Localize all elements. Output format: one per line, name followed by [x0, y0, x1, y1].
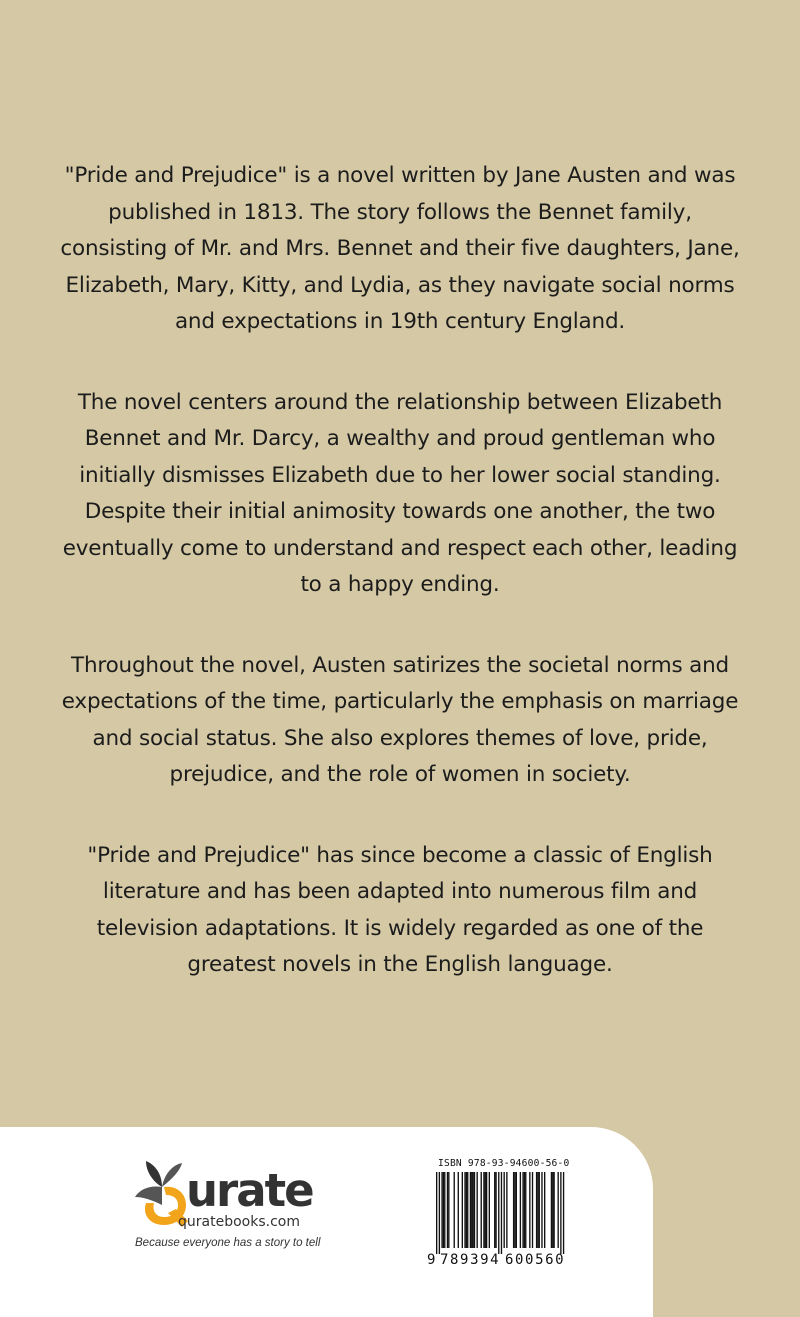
- barcode-bar: [458, 1172, 459, 1248]
- barcode-bar: [501, 1172, 502, 1254]
- barcode-bar: [448, 1172, 449, 1248]
- barcode-bar: [489, 1172, 490, 1248]
- barcode-right-group: 600560: [505, 1252, 566, 1268]
- barcode-bar: [524, 1172, 525, 1248]
- barcode-bar: [539, 1172, 540, 1248]
- blurb-paragraph-1: "Pride and Prejudice" is a novel written by Jane Austen and was published in 1813. The story follows the Bennet family, consisting of Mr. and Mrs. Bennet and their five daughters, Jane, Elizabeth, Mary, Kitty, and Lydia, as they navigate social norms and expectations in 19th century England.: [60, 163, 740, 334]
- blurb-paragraph-2: The novel centers around the relationship between Elizabeth Bennet and Mr. Darcy, a wealthy and proud gentleman who initially dismisses Elizabeth due to her lower social standing. Despite their initial animosity towards one another, the two eventually come to understand and respect each other, leading to a happy ending.: [62, 389, 738, 597]
- barcode-bar: [462, 1172, 463, 1248]
- barcode-bar: [466, 1172, 467, 1248]
- barcode-bar: [477, 1172, 478, 1248]
- barcode-left-group: 789394: [440, 1252, 501, 1268]
- barcode-bar: [513, 1172, 514, 1248]
- barcode-bars: [425, 1154, 575, 1254]
- publisher-url: quratebooks.com: [178, 1214, 300, 1230]
- barcode-bar: [485, 1172, 486, 1248]
- barcode-bar: [447, 1172, 448, 1248]
- barcode-bar: [483, 1172, 484, 1248]
- barcode-bar: [536, 1172, 537, 1248]
- barcode-bar: [486, 1172, 487, 1248]
- publisher-logo: [132, 1157, 342, 1257]
- barcode-bar: [514, 1172, 515, 1248]
- barcode-first-digit: 9: [427, 1252, 436, 1268]
- barcode-bar: [464, 1172, 465, 1248]
- barcode-bar: [558, 1172, 559, 1248]
- barcode-bar: [516, 1172, 517, 1248]
- publisher-wordmark: urate: [186, 1164, 313, 1217]
- publisher-tagline: Because everyone has a story to tell: [135, 1237, 321, 1249]
- barcode-bar: [443, 1172, 444, 1248]
- isbn-label: ISBN 978-93-94600-56-0: [438, 1158, 570, 1169]
- barcode-bar: [563, 1172, 564, 1254]
- barcode-bar: [525, 1172, 526, 1248]
- barcode-bar: [436, 1172, 437, 1254]
- back-cover-blurb: [60, 158, 740, 1028]
- barcode-bar: [551, 1172, 552, 1248]
- barcode-bar: [471, 1172, 472, 1248]
- barcode-bar: [537, 1172, 538, 1248]
- blurb-paragraph-4: "Pride and Prejudice" has since become a classic of English literature and has been adapted into numerous film and television adaptations. It is widely regarded as one of the greatest novels in the English language.: [87, 842, 713, 977]
- barcode-bar: [495, 1172, 496, 1248]
- barcode-bar: [520, 1172, 521, 1248]
- barcode-bar: [481, 1172, 482, 1248]
- barcode-bar: [441, 1172, 442, 1248]
- barcode-bar: [472, 1172, 473, 1248]
- barcode-bar: [560, 1172, 561, 1254]
- barcode-bar: [522, 1172, 523, 1248]
- barcode-bar: [504, 1172, 505, 1248]
- barcode-bar: [506, 1172, 507, 1248]
- barcode-bar: [498, 1172, 499, 1254]
- barcode-bar: [444, 1172, 445, 1248]
- barcode-bar: [439, 1172, 440, 1254]
- barcode-bar: [544, 1172, 545, 1248]
- barcode-bar: [494, 1172, 495, 1248]
- barcode-bar: [470, 1172, 471, 1248]
- barcode-bar: [541, 1172, 542, 1248]
- barcode-bar: [553, 1172, 554, 1248]
- barcode-bar: [552, 1172, 553, 1248]
- barcode-bar: [529, 1172, 530, 1248]
- barcode-bar: [474, 1172, 475, 1248]
- barcode-bar: [454, 1172, 455, 1248]
- barcode-bar: [532, 1172, 533, 1248]
- barcode-bar: [467, 1172, 468, 1248]
- blurb-paragraph-3: Throughout the novel, Austen satirizes the societal norms and expectations of the time, particularly the emphasis on marriage and social status. She also explores themes of love, pride, prejudice, and the role of women in society.: [61, 652, 739, 787]
- isbn-barcode: [425, 1154, 575, 1276]
